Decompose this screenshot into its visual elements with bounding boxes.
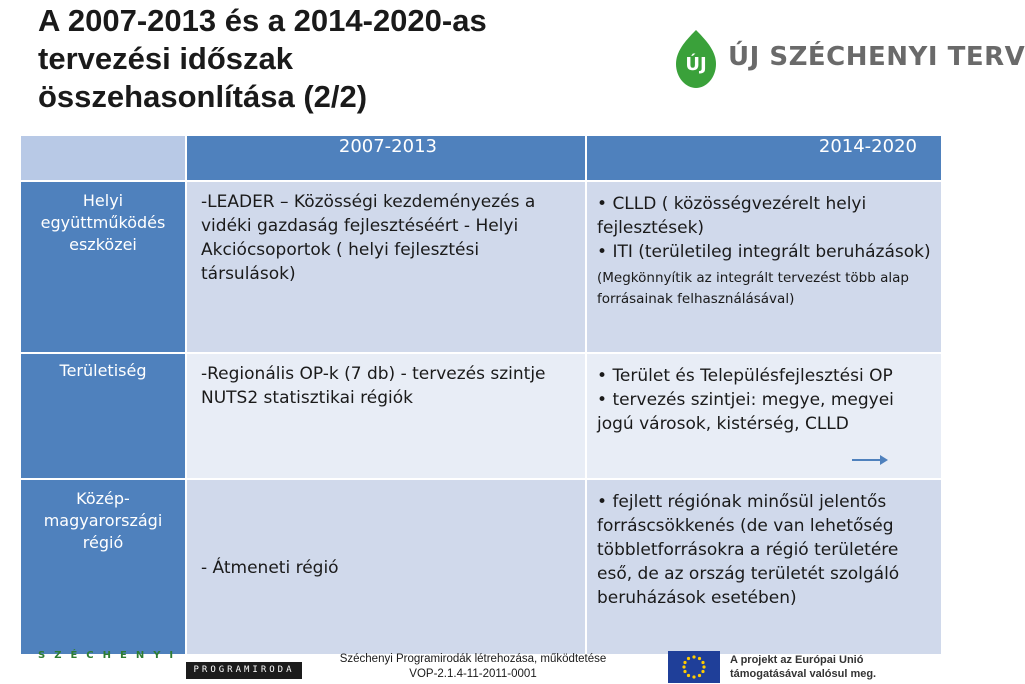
- cell-2007-2013: -Regionális OP-k (7 db) - tervezés szintje NUTS2 statisztikai régiók: [186, 353, 586, 479]
- cell-2007-2013: - Átmeneti régió: [186, 479, 586, 655]
- cell-2014-2020: [586, 353, 942, 479]
- bullet-item: • Terület és Településfejlesztési OP: [597, 366, 893, 386]
- table-row: [20, 479, 942, 655]
- szechenyi-strip: SZÉCHENYI: [38, 650, 183, 661]
- uj-szechenyi-terv-logo: [668, 26, 1025, 92]
- table-header-row: [20, 135, 942, 181]
- header-2014-2020: 2014-2020: [586, 135, 942, 181]
- eu-flag-icon: [668, 651, 720, 683]
- cell-2007-2013: -LEADER – Közösségi kezdeményezés a vidéki gazdaság fejlesztéséért - Helyi Akciócsoportok ( helyi fejlesztési társulások): [186, 181, 586, 353]
- footer: [0, 650, 960, 684]
- footer-project-text: Széchenyi Programirodák létrehozása, működtetése VOP-2.1.4-11-2011-0001: [339, 653, 607, 680]
- logo-text: ÚJ SZÉCHENYI TERV: [728, 42, 1025, 72]
- title-line-2: tervezési időszak: [38, 41, 294, 76]
- arrow-icon: [852, 453, 888, 467]
- cell-2014-2020: [586, 181, 942, 353]
- bullet-item: • CLLD ( közösségvezérelt helyi fejlesztések): [597, 194, 867, 238]
- note-text: (Megkönnyítik az integrált tervezést több alap forrásainak felhasználásával): [597, 270, 909, 307]
- bullet-item: • ITI (területileg integrált beruházások): [597, 242, 931, 262]
- cell-2014-2020: [586, 479, 942, 655]
- bullet-item: • fejlett régiónak minősül jelentős forráscsökkenés (de van lehetőség többletforrásokra a régió területére eső, de az ország területét szolgáló beruházások esetében): [597, 492, 900, 608]
- title-line-3: összehasonlítása (2/2): [38, 79, 368, 114]
- row-label: Helyi együttműködés eszközei: [20, 181, 186, 353]
- bullet-item: • tervezés szintjei: megye, megyei jogú városok, kistérség, CLLD: [597, 390, 894, 434]
- uj-logo-icon: [668, 26, 724, 92]
- header-2007-2013: 2007-2013: [186, 135, 586, 181]
- row-label: Területiség: [20, 353, 186, 479]
- slide-title: [38, 2, 487, 116]
- title-line-1: A 2007-2013 és a 2014-2020-as: [38, 3, 487, 38]
- row-label: Közép-magyarországi régió: [20, 479, 186, 655]
- header-empty: [20, 135, 186, 181]
- comparison-table: [19, 134, 943, 656]
- eu-support-text: A projekt az Európai Unió támogatásával valósul meg.: [730, 654, 877, 680]
- table-row: [20, 181, 942, 353]
- table-row: [20, 353, 942, 479]
- svg-text:ÚJ: ÚJ: [685, 54, 707, 75]
- programiroda-logo: PROGRAMIRODA: [186, 662, 302, 679]
